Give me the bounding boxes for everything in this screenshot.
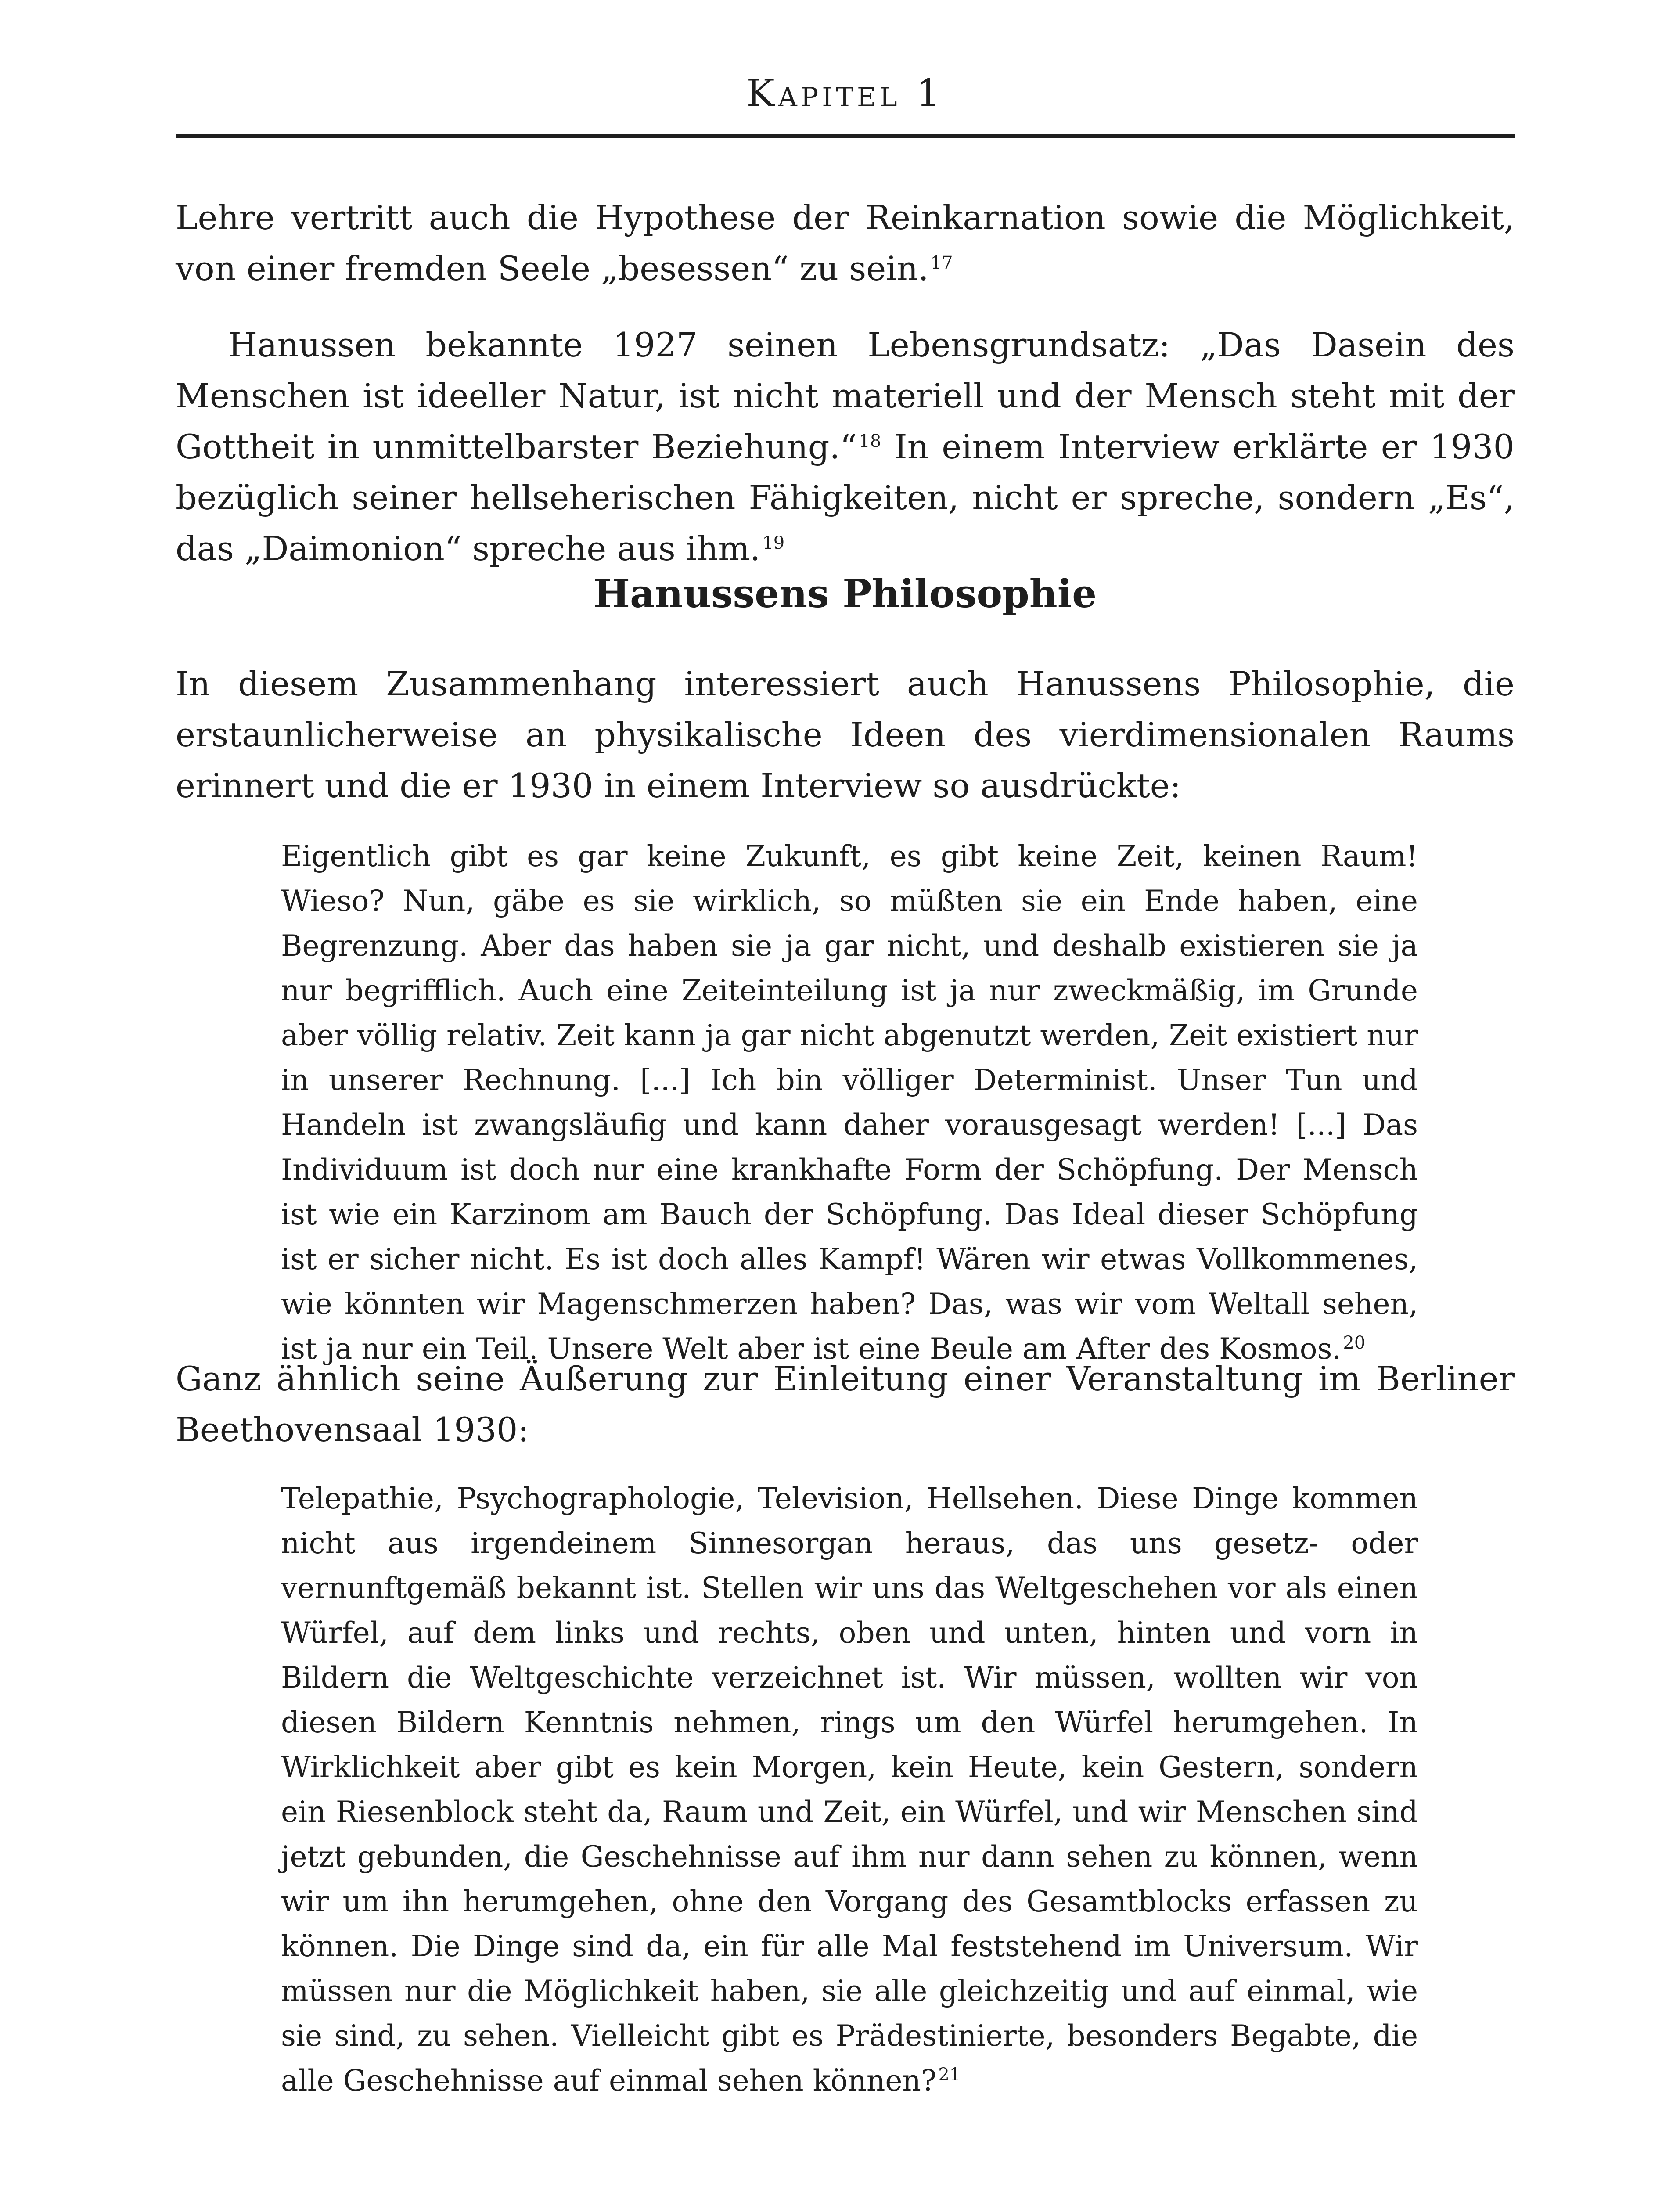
- paragraph-2: [176, 320, 1515, 574]
- paragraph-2-text-b: In einem Interview erklärte er 1930 bezüglich seiner hellseherischen Fähigkeiten, nicht er spreche, sondern „Es“, das „Daimonion“ spreche aus ihm.: [176, 427, 1515, 568]
- footnote-marker-21[interactable]: 21: [938, 2065, 961, 2085]
- paragraph-4: Ganz ähnlich seine Äußerung zur Einleitung einer Veranstaltung im Berliner Beethovensaal 1930:: [176, 1359, 1515, 1449]
- running-head: Kapitel 1: [746, 72, 944, 115]
- block-quote-2-text: Telepathie, Psychographologie, Television, Hellsehen. Diese Dinge kommen nicht aus irgendeinem Sinnesorgan heraus, das uns gesetz- oder vernunftgemäß bekannt ist. Stellen wir uns das Weltgeschehen vor als einen Würfel, auf dem links und rechts, oben und unten, hinten und vorn in Bildern die Weltgeschichte verzeichnet ist. Wir müssen, wollten wir von diesen Bildern Kenntnis nehmen, rings um den Würfel herumgehen. In Wirklichkeit aber gibt es kein Morgen, kein Heute, kein Gestern, sondern ein Riesenblock steht da, Raum und Zeit, ein Würfel, und wir Menschen sind jetzt gebunden, die Geschehnisse auf ihm nur dann sehen zu können, wenn wir um ihn herumgehen, ohne den Vorgang des Gesamtblocks erfassen zu können. Die Dinge sind da, ein für alle Mal feststehend im Universum. Wir müssen nur die Möglichkeit haben, sie alle gleichzeitig und auf einmal, wie sie sind, zu sehen. Vielleicht gibt es Prädestinierte, besonders Begabte, die alle Geschehnisse auf einmal sehen können?: [281, 1482, 1418, 2098]
- paragraph-1-text: Lehre vertritt auch die Hypothese der Reinkarnation sowie die Möglichkeit, von einer fremden Seele „besessen“ zu sein.: [176, 198, 1515, 288]
- block-quote-2: [281, 1476, 1418, 2103]
- header-rule: [176, 134, 1515, 138]
- footnote-marker-17[interactable]: 17: [930, 252, 953, 273]
- footnote-marker-20[interactable]: 20: [1343, 1333, 1366, 1353]
- footnote-marker-19[interactable]: 19: [762, 533, 785, 553]
- section-heading: Hanussens Philosophie: [593, 571, 1097, 616]
- footnote-marker-18[interactable]: 18: [859, 431, 881, 451]
- block-quote-1-text: Eigentlich gibt es gar keine Zukunft, es gibt keine Zeit, keinen Raum! Wieso? Nun, gäbe es sie wirklich, so müßten sie ein Ende haben, eine Begrenzung. Aber das haben sie ja gar nicht, und deshalb existieren sie ja nur begrifflich. Auch eine Zeiteinteilung ist ja nur zweckmäßig, im Grunde aber völlig relativ. Zeit kann ja gar nicht abgenutzt werden, Zeit existiert nur in unserer Rechnung. [...] Ich bin völliger Determinist. Unser Tun und Handeln ist zwangsläufig und kann daher vorausgesagt werden! [...] Das Individuum ist doch nur eine krankhafte Form der Schöpfung. Der Mensch ist wie ein Karzinom am Bauch der Schöpfung. Das Ideal dieser Schöpfung ist er sicher nicht. Es ist doch alles Kampf! Wären wir etwas Vollkommenes, wie könnten wir Magenschmerzen haben? Das, was wir vom Weltall sehen, ist ja nur ein Teil. Unsere Welt aber ist eine Beule am After des Kosmos.: [281, 839, 1418, 1366]
- block-quote-1: [281, 834, 1418, 1371]
- paragraph-3: In diesem Zusammenhang interessiert auch Hanussens Philosophie, die erstaunlicherweise an physikalische Ideen des vierdimensionalen Raums erinnert und die er 1930 in einem Interview so ausdrückte:: [176, 664, 1515, 805]
- paragraph-2-text-a: Hanussen bekannte 1927 seinen Lebensgrundsatz: „Das Dasein des Menschen ist ideeller Natur, ist nicht materiell und der Mensch steht mit der Gottheit in unmittelbarster Beziehung.“: [176, 325, 1515, 466]
- paragraph-1: [176, 192, 1515, 294]
